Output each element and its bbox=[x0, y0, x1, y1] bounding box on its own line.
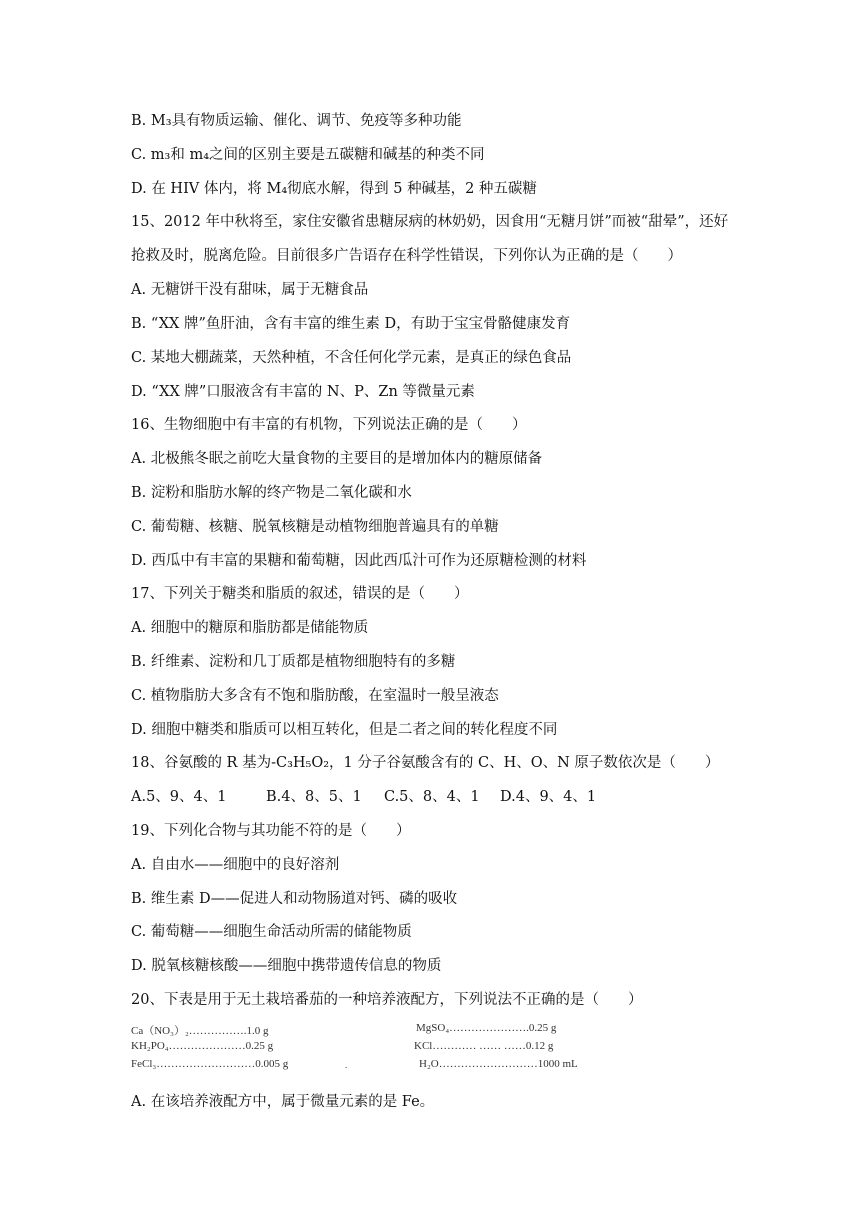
q19-option-c: C. 葡萄糖——细胞生命活动所需的储能物质 bbox=[131, 924, 412, 940]
q18-option-d: D.4、9、4、1 bbox=[500, 789, 597, 805]
q18-stem: 18、谷氨酸的 R 基为-C₃H₅O₂，1 分子谷氨酸含有的 C、H、O、N 原子数依次是（ ） bbox=[131, 755, 720, 771]
nutrient-recipe-table bbox=[131, 1022, 591, 1078]
q17-stem: 17、下列关于糖类和脂质的叙述，错误的是（ ） bbox=[131, 586, 469, 602]
recipe-kcl: KCl………… …… ……0.12 g bbox=[414, 1040, 554, 1052]
q18-option-b: B.4、8、5、1 bbox=[266, 789, 362, 805]
recipe-fecl3: FeCl₃………………………0.005 g bbox=[131, 1058, 289, 1070]
recipe-mgso4: MgSO₄………………….0.25 g bbox=[416, 1022, 557, 1034]
recipe-h2o: H₂O………………………1000 mL bbox=[419, 1058, 578, 1070]
q16-option-a: A. 北极熊冬眠之前吃大量食物的主要目的是增加体内的糖原储备 bbox=[131, 451, 543, 467]
q14-option-c: C. m₃和 m₄之间的区别主要是五碳糖和碱基的种类不同 bbox=[131, 147, 485, 163]
q18-options bbox=[131, 787, 596, 807]
q20-stem: 20、下表是用于无土栽培番茄的一种培养液配方，下列说法不正确的是（ ） bbox=[131, 992, 643, 1008]
q15-option-c: C. 某地大棚蔬菜，天然种植，不含任何化学元素，是真正的绿色食品 bbox=[131, 350, 572, 366]
recipe-separator-dot: . bbox=[345, 1060, 348, 1070]
recipe-ca-no3: Ca（NO₃）₂…………….1.0 g bbox=[131, 1025, 269, 1037]
q14-option-d: D. 在 HIV 体内，将 M₄彻底水解，得到 5 种碱基，2 种五碳糖 bbox=[131, 181, 537, 197]
q17-option-a: A. 细胞中的糖原和脂肪都是储能物质 bbox=[131, 620, 369, 636]
q18-option-c: C.5、8、4、1 bbox=[384, 789, 480, 805]
q16-option-c: C. 葡萄糖、核糖、脱氧核糖是动植物细胞普遍具有的单糖 bbox=[131, 519, 499, 535]
q16-stem: 16、生物细胞中有丰富的有机物，下列说法正确的是（ ） bbox=[131, 417, 527, 433]
q15-stem-line1: 15、2012 年中秋将至，家住安徽省患糖尿病的林奶奶，因食用“无糖月饼”而被“甜晕”，还好 bbox=[131, 214, 729, 230]
q17-option-b: B. 纤维素、淀粉和几丁质都是植物细胞特有的多糖 bbox=[131, 654, 456, 670]
q15-stem-line2: 抢救及时，脱离危险。目前很多广告语存在科学性错误，下列你认为正确的是（ ） bbox=[131, 248, 682, 264]
q20-option-a: A. 在该培养液配方中，属于微量元素的是 Fe。 bbox=[131, 1094, 435, 1110]
q16-option-b: B. 淀粉和脂肪水解的终产物是二氧化碳和水 bbox=[131, 485, 412, 501]
q15-option-b: B. “XX 牌”鱼肝油，含有丰富的维生素 D，有助于宝宝骨骼健康发育 bbox=[131, 316, 571, 332]
q19-option-b: B. 维生素 D——促进人和动物肠道对钙、磷的吸收 bbox=[131, 891, 458, 907]
q19-option-a: A. 自由水——细胞中的良好溶剂 bbox=[131, 857, 340, 873]
q15-option-a: A. 无糖饼干没有甜味，属于无糖食品 bbox=[131, 282, 369, 298]
q14-option-b: B. M₃具有物质运输、催化、调节、免疫等多种功能 bbox=[131, 113, 462, 129]
q18-option-a: A.5、9、4、1 bbox=[131, 789, 227, 805]
q17-option-d: D. 细胞中糖类和脂质可以相互转化，但是二者之间的转化程度不同 bbox=[131, 722, 558, 738]
q15-option-d: D. “XX 牌”口服液含有丰富的 N、P、Zn 等微量元素 bbox=[131, 384, 475, 400]
q16-option-d: D. 西瓜中有丰富的果糖和葡萄糖，因此西瓜汁可作为还原糖检测的材料 bbox=[131, 553, 587, 569]
q17-option-c: C. 植物脂肪大多含有不饱和脂肪酸，在室温时一般呈液态 bbox=[131, 688, 499, 704]
q19-stem: 19、下列化合物与其功能不符的是（ ） bbox=[131, 823, 411, 839]
recipe-kh2po4: KH₂PO₄…………………0.25 g bbox=[131, 1040, 274, 1052]
q19-option-d: D. 脱氧核糖核酸——细胞中携带遗传信息的物质 bbox=[131, 958, 442, 974]
